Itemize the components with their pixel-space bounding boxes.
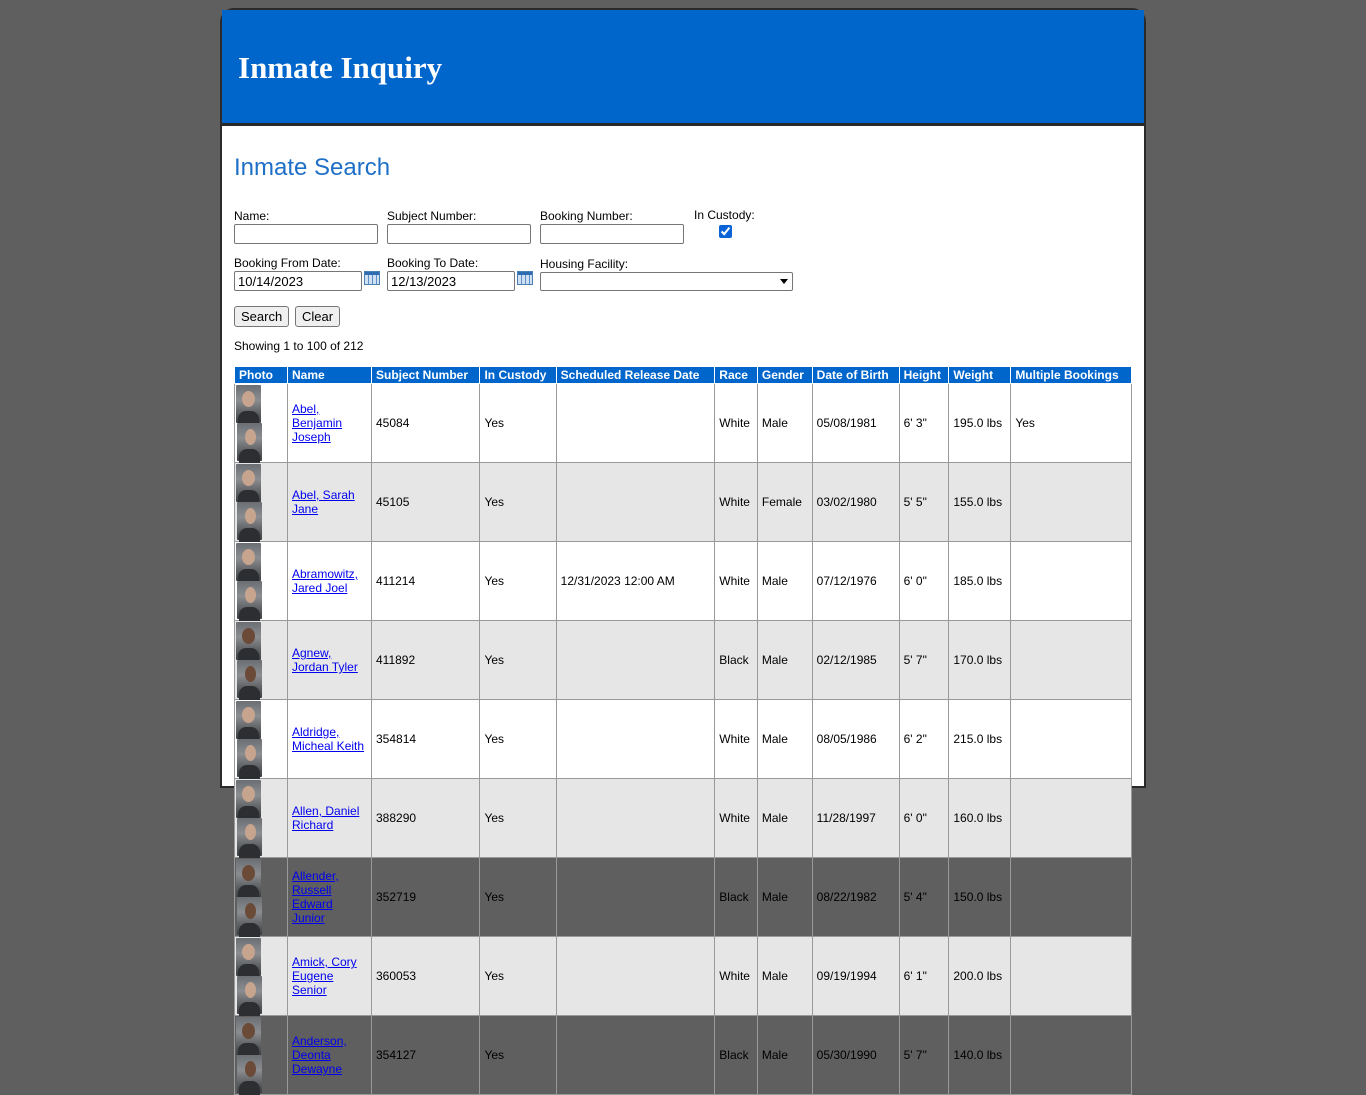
inmate-name-link[interactable]: Anderson, Deonta Dewayne bbox=[292, 1034, 347, 1076]
photo-cell bbox=[235, 1016, 288, 1095]
weight-cell: 140.0 lbs bbox=[949, 1016, 1011, 1095]
multiple-bookings-cell bbox=[1011, 542, 1132, 621]
release-date-cell: 12/31/2023 12:00 AM bbox=[556, 542, 715, 621]
column-header[interactable]: Name bbox=[288, 367, 372, 384]
booking-number-label: Booking Number: bbox=[540, 209, 633, 223]
multiple-bookings-cell bbox=[1011, 1016, 1132, 1095]
table-row bbox=[235, 621, 1132, 700]
housing-facility-select[interactable] bbox=[540, 272, 793, 291]
multiple-bookings-cell bbox=[1011, 463, 1132, 542]
photo-cell bbox=[235, 937, 288, 1016]
date-of-birth-cell: 08/05/1986 bbox=[812, 700, 899, 779]
release-date-cell bbox=[556, 700, 715, 779]
booking-to-date-label: Booking To Date: bbox=[387, 256, 479, 270]
multiple-bookings-cell bbox=[1011, 858, 1132, 937]
booking-from-date-group bbox=[234, 256, 380, 291]
in-custody-cell: Yes bbox=[480, 384, 556, 463]
column-header[interactable]: Gender bbox=[757, 367, 812, 384]
column-header[interactable]: Photo bbox=[235, 367, 288, 384]
height-cell: 5' 7" bbox=[899, 1016, 949, 1095]
results-body bbox=[235, 384, 1132, 1095]
table-row bbox=[235, 463, 1132, 542]
height-cell: 6' 1" bbox=[899, 937, 949, 1016]
height-cell: 5' 5" bbox=[899, 463, 949, 542]
multiple-bookings-cell: Yes bbox=[1011, 384, 1132, 463]
name-label: Name: bbox=[234, 209, 270, 223]
subject-number-cell: 354814 bbox=[372, 700, 480, 779]
inmate-name-link[interactable]: Abramowitz, Jared Joel bbox=[292, 567, 359, 595]
name-cell bbox=[288, 700, 372, 779]
inmate-name-link[interactable]: Agnew, Jordan Tyler bbox=[292, 646, 358, 674]
mugshot-side-image[interactable] bbox=[237, 818, 262, 856]
in-custody-cell: Yes bbox=[480, 463, 556, 542]
page-title: Inmate Search bbox=[234, 154, 391, 181]
booking-to-date-group bbox=[387, 256, 533, 291]
gender-cell: Male bbox=[757, 858, 812, 937]
mugshot-front-image[interactable] bbox=[236, 780, 261, 818]
release-date-cell bbox=[556, 384, 715, 463]
weight-cell: 195.0 lbs bbox=[949, 384, 1011, 463]
booking-from-date-input[interactable] bbox=[234, 271, 362, 291]
inmate-name-link[interactable]: Allender, Russell Edward Junior bbox=[292, 869, 339, 925]
booking-number-input[interactable] bbox=[540, 224, 684, 244]
race-cell: White bbox=[715, 700, 758, 779]
table-row bbox=[235, 858, 1132, 937]
in-custody-cell: Yes bbox=[480, 858, 556, 937]
height-cell: 6' 0" bbox=[899, 542, 949, 621]
date-of-birth-cell: 07/12/1976 bbox=[812, 542, 899, 621]
booking-to-date-input[interactable] bbox=[387, 271, 515, 291]
column-header[interactable]: Height bbox=[899, 367, 949, 384]
name-cell bbox=[288, 937, 372, 1016]
mugshot-side-image[interactable] bbox=[237, 660, 262, 698]
photo-cell bbox=[235, 621, 288, 700]
site-title: Inmate Inquiry bbox=[238, 50, 443, 85]
height-cell: 6' 2" bbox=[899, 700, 949, 779]
table-row bbox=[235, 1016, 1132, 1095]
mugshot-front-image[interactable] bbox=[236, 543, 261, 581]
gender-cell: Male bbox=[757, 937, 812, 1016]
name-input[interactable] bbox=[234, 224, 378, 244]
date-of-birth-cell: 11/28/1997 bbox=[812, 779, 899, 858]
mugshot-side-image[interactable] bbox=[237, 976, 262, 1014]
mugshot-front-image[interactable] bbox=[236, 385, 261, 423]
name-cell bbox=[288, 621, 372, 700]
chevron-down-icon bbox=[780, 279, 788, 284]
multiple-bookings-cell bbox=[1011, 700, 1132, 779]
table-row bbox=[235, 542, 1132, 621]
table-row bbox=[235, 779, 1132, 858]
multiple-bookings-cell bbox=[1011, 937, 1132, 1016]
in-custody-cell: Yes bbox=[480, 779, 556, 858]
mugshot-side-image[interactable] bbox=[237, 502, 262, 540]
in-custody-cell: Yes bbox=[480, 700, 556, 779]
mugshot-side-image[interactable] bbox=[237, 739, 262, 777]
race-cell: Black bbox=[715, 858, 758, 937]
name-cell bbox=[288, 463, 372, 542]
subject-number-cell: 45105 bbox=[372, 463, 480, 542]
housing-facility-label: Housing Facility: bbox=[540, 257, 629, 271]
gender-cell: Male bbox=[757, 621, 812, 700]
date-of-birth-cell: 05/08/1981 bbox=[812, 384, 899, 463]
race-cell: White bbox=[715, 937, 758, 1016]
date-of-birth-cell: 09/19/1994 bbox=[812, 937, 899, 1016]
race-cell: White bbox=[715, 542, 758, 621]
subject-number-cell: 354127 bbox=[372, 1016, 480, 1095]
name-cell bbox=[288, 779, 372, 858]
table-header-row bbox=[235, 367, 1132, 384]
weight-cell: 170.0 lbs bbox=[949, 621, 1011, 700]
weight-cell: 160.0 lbs bbox=[949, 779, 1011, 858]
inmate-name-link[interactable]: Abel, Benjamin Joseph bbox=[292, 402, 343, 444]
race-cell: White bbox=[715, 779, 758, 858]
photo-cell bbox=[235, 384, 288, 463]
date-of-birth-cell: 03/02/1980 bbox=[812, 463, 899, 542]
mugshot-front-image[interactable] bbox=[236, 464, 261, 502]
gender-cell: Male bbox=[757, 779, 812, 858]
name-cell bbox=[288, 858, 372, 937]
subject-number-cell: 360053 bbox=[372, 937, 480, 1016]
multiple-bookings-cell bbox=[1011, 621, 1132, 700]
photo-cell bbox=[235, 858, 288, 937]
header-banner bbox=[222, 10, 1144, 126]
photo-cell bbox=[235, 542, 288, 621]
mugshot-side-image[interactable] bbox=[237, 897, 262, 935]
in-custody-cell: Yes bbox=[480, 542, 556, 621]
subject-number-field-group bbox=[387, 209, 531, 244]
subject-number-cell: 45084 bbox=[372, 384, 480, 463]
calendar-icon[interactable] bbox=[364, 271, 380, 285]
date-of-birth-cell: 08/22/1982 bbox=[812, 858, 899, 937]
release-date-cell bbox=[556, 779, 715, 858]
booking-from-date-label: Booking From Date: bbox=[234, 256, 341, 270]
gender-cell: Female bbox=[757, 463, 812, 542]
mugshot-side-image[interactable] bbox=[237, 581, 262, 619]
column-header[interactable]: Date of Birth bbox=[812, 367, 899, 384]
inmate-name-link[interactable]: Aldridge, Micheal Keith bbox=[292, 725, 365, 753]
weight-cell: 155.0 lbs bbox=[949, 463, 1011, 542]
photo-cell bbox=[235, 779, 288, 858]
table-row bbox=[235, 937, 1132, 1016]
weight-cell: 150.0 lbs bbox=[949, 858, 1011, 937]
release-date-cell bbox=[556, 463, 715, 542]
column-header[interactable]: Subject Number bbox=[372, 367, 480, 384]
page-frame bbox=[220, 8, 1146, 1076]
subject-number-input[interactable] bbox=[387, 224, 531, 244]
name-field-group bbox=[234, 209, 378, 244]
race-cell: Black bbox=[715, 621, 758, 700]
column-header[interactable]: In Custody bbox=[480, 367, 556, 384]
race-cell: White bbox=[715, 463, 758, 542]
column-header[interactable]: Race bbox=[715, 367, 758, 384]
column-header[interactable]: Weight bbox=[949, 367, 1011, 384]
table-row bbox=[235, 384, 1132, 463]
date-of-birth-cell: 02/12/1985 bbox=[812, 621, 899, 700]
weight-cell: 200.0 lbs bbox=[949, 937, 1011, 1016]
gender-cell: Male bbox=[757, 700, 812, 779]
height-cell: 6' 0" bbox=[899, 779, 949, 858]
subject-number-cell: 411892 bbox=[372, 621, 480, 700]
housing-facility-group bbox=[540, 257, 793, 291]
race-cell: White bbox=[715, 384, 758, 463]
in-custody-cell: Yes bbox=[480, 1016, 556, 1095]
column-header[interactable]: Scheduled Release Date bbox=[556, 367, 715, 384]
race-cell: Black bbox=[715, 1016, 758, 1095]
weight-cell: 185.0 lbs bbox=[949, 542, 1011, 621]
name-cell bbox=[288, 1016, 372, 1095]
release-date-cell bbox=[556, 621, 715, 700]
mugshot-front-image[interactable] bbox=[236, 859, 261, 897]
subject-number-cell: 388290 bbox=[372, 779, 480, 858]
mugshot-side-image[interactable] bbox=[237, 423, 262, 461]
search-button[interactable]: Search bbox=[234, 306, 289, 327]
mugshot-front-image[interactable] bbox=[236, 701, 261, 739]
height-cell: 5' 7" bbox=[899, 621, 949, 700]
date-of-birth-cell: 05/30/1990 bbox=[812, 1016, 899, 1095]
in-custody-checkbox[interactable] bbox=[719, 225, 732, 238]
table-row bbox=[235, 700, 1132, 779]
height-cell: 6' 3" bbox=[899, 384, 949, 463]
column-header[interactable]: Multiple Bookings bbox=[1011, 367, 1132, 384]
release-date-cell bbox=[556, 1016, 715, 1095]
subject-number-cell: 352719 bbox=[372, 858, 480, 937]
mugshot-front-image[interactable] bbox=[236, 938, 261, 976]
results-summary: Showing 1 to 100 of 212 bbox=[234, 339, 364, 353]
name-cell bbox=[288, 542, 372, 621]
in-custody-label: In Custody: bbox=[694, 208, 755, 222]
multiple-bookings-cell bbox=[1011, 779, 1132, 858]
gender-cell: Male bbox=[757, 542, 812, 621]
name-cell bbox=[288, 384, 372, 463]
height-cell: 5' 4" bbox=[899, 858, 949, 937]
calendar-icon[interactable] bbox=[517, 271, 533, 285]
inmate-name-link[interactable]: Allen, Daniel Richard bbox=[292, 804, 360, 832]
subject-number-cell: 411214 bbox=[372, 542, 480, 621]
in-custody-cell: Yes bbox=[480, 937, 556, 1016]
weight-cell: 215.0 lbs bbox=[949, 700, 1011, 779]
in-custody-cell: Yes bbox=[480, 621, 556, 700]
release-date-cell bbox=[556, 937, 715, 1016]
inmate-name-link[interactable]: Amick, Cory Eugene Senior bbox=[292, 955, 357, 997]
mugshot-side-image[interactable] bbox=[237, 1055, 262, 1093]
clear-button[interactable]: Clear bbox=[295, 306, 340, 327]
results-table bbox=[234, 366, 1132, 1095]
in-custody-field-group bbox=[694, 208, 755, 241]
photo-cell bbox=[235, 700, 288, 779]
inmate-name-link[interactable]: Abel, Sarah Jane bbox=[292, 488, 355, 516]
gender-cell: Male bbox=[757, 1016, 812, 1095]
mugshot-front-image[interactable] bbox=[236, 1017, 261, 1055]
photo-cell bbox=[235, 463, 288, 542]
booking-number-field-group bbox=[540, 209, 684, 244]
subject-number-label: Subject Number: bbox=[387, 209, 477, 223]
release-date-cell bbox=[556, 858, 715, 937]
gender-cell: Male bbox=[757, 384, 812, 463]
mugshot-front-image[interactable] bbox=[236, 622, 261, 660]
